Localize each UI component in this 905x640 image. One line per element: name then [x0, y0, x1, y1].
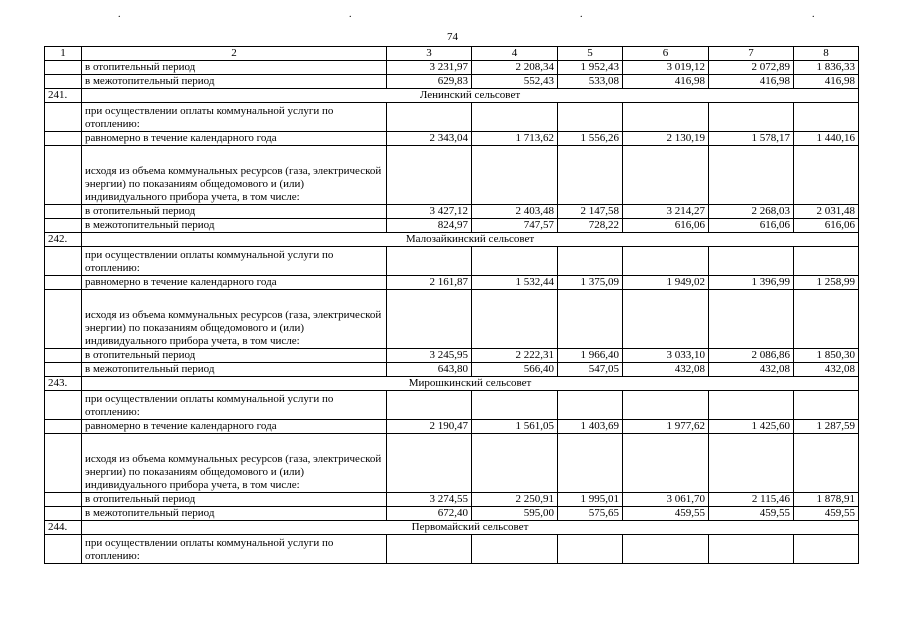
value-cell: 547,05	[558, 363, 623, 377]
value-cell	[387, 146, 472, 205]
table-row	[45, 61, 859, 75]
section-header-row	[45, 233, 859, 247]
value-cell: 459,55	[709, 507, 794, 521]
scan-specks	[0, 10, 905, 20]
value-cell: 2 072,89	[709, 61, 794, 75]
value-cell: 1 966,40	[558, 349, 623, 363]
value-cell: 1 396,99	[709, 276, 794, 290]
value-cell: 2 031,48	[794, 205, 859, 219]
value-cell	[387, 290, 472, 349]
value-cell: 1 850,30	[794, 349, 859, 363]
value-cell: 1 561,05	[472, 420, 558, 434]
value-cell: 3 033,10	[623, 349, 709, 363]
value-cell: 1 425,60	[709, 420, 794, 434]
value-cell: 824,97	[387, 219, 472, 233]
value-cell: 2 343,04	[387, 132, 472, 146]
row-index-cell	[45, 219, 82, 233]
row-index-cell	[45, 247, 82, 276]
value-cell: 3 231,97	[387, 61, 472, 75]
row-index-cell	[45, 75, 82, 89]
value-cell: 595,00	[472, 507, 558, 521]
value-cell: 2 161,87	[387, 276, 472, 290]
row-description: исходя из объема коммунальных ресурсов (газа, электрической энергии) по показаниям общедомового и (или) индивидуального прибора учета, в том числе:	[82, 290, 387, 349]
row-description: исходя из объема коммунальных ресурсов (газа, электрической энергии) по показаниям общедомового и (или) индивидуального прибора учета, в том числе:	[82, 146, 387, 205]
value-cell: 432,08	[794, 363, 859, 377]
row-index-cell	[45, 493, 82, 507]
row-index-cell	[45, 535, 82, 564]
value-cell	[623, 535, 709, 564]
row-description: при осуществлении оплаты коммунальной услуги по отоплению:	[82, 103, 387, 132]
value-cell: 616,06	[794, 219, 859, 233]
row-description: в отопительный период	[82, 493, 387, 507]
value-cell: 552,43	[472, 75, 558, 89]
value-cell: 616,06	[709, 219, 794, 233]
value-cell: 1 878,91	[794, 493, 859, 507]
value-cell: 416,98	[623, 75, 709, 89]
value-cell: 1 949,02	[623, 276, 709, 290]
value-cell	[558, 535, 623, 564]
value-cell: 747,57	[472, 219, 558, 233]
speck: .	[118, 9, 121, 20]
column-number-header: 7	[709, 47, 794, 61]
value-cell: 3 019,12	[623, 61, 709, 75]
value-cell: 416,98	[709, 75, 794, 89]
value-cell: 3 061,70	[623, 493, 709, 507]
column-number-row	[45, 47, 859, 61]
value-cell: 672,40	[387, 507, 472, 521]
value-cell: 616,06	[623, 219, 709, 233]
value-cell: 3 427,12	[387, 205, 472, 219]
value-cell: 2 268,03	[709, 205, 794, 219]
table-body	[45, 47, 859, 564]
table-row	[45, 75, 859, 89]
table-row	[45, 434, 859, 493]
value-cell	[709, 391, 794, 420]
value-cell	[472, 290, 558, 349]
table-row	[45, 493, 859, 507]
row-index-cell	[45, 420, 82, 434]
section-title: Мирошкинский сельсовет	[82, 377, 859, 391]
table-row	[45, 290, 859, 349]
table-row	[45, 146, 859, 205]
value-cell	[709, 247, 794, 276]
column-number-header: 6	[623, 47, 709, 61]
value-cell	[623, 391, 709, 420]
value-cell: 1 977,62	[623, 420, 709, 434]
value-cell: 1 556,26	[558, 132, 623, 146]
value-cell: 1 403,69	[558, 420, 623, 434]
row-description: при осуществлении оплаты коммунальной услуги по отоплению:	[82, 535, 387, 564]
value-cell: 1 952,43	[558, 61, 623, 75]
section-title: Малозайкинский сельсовет	[82, 233, 859, 247]
row-description: в отопительный период	[82, 205, 387, 219]
value-cell	[472, 146, 558, 205]
value-cell: 459,55	[623, 507, 709, 521]
value-cell: 1 287,59	[794, 420, 859, 434]
value-cell	[794, 391, 859, 420]
row-description: равномерно в течение календарного года	[82, 132, 387, 146]
row-description: в межотопительный период	[82, 219, 387, 233]
row-index-cell	[45, 132, 82, 146]
tariff-table	[44, 46, 859, 564]
row-description: в отопительный период	[82, 349, 387, 363]
row-description: при осуществлении оплаты коммунальной услуги по отоплению:	[82, 391, 387, 420]
row-index-cell	[45, 61, 82, 75]
row-description: исходя из объема коммунальных ресурсов (газа, электрической энергии) по показаниям общедомового и (или) индивидуального прибора учета, в том числе:	[82, 434, 387, 493]
row-index-cell	[45, 103, 82, 132]
value-cell: 432,08	[709, 363, 794, 377]
value-cell: 2 115,46	[709, 493, 794, 507]
section-header-row	[45, 377, 859, 391]
page-number: 74	[447, 31, 458, 43]
row-index-cell	[45, 290, 82, 349]
table-row	[45, 535, 859, 564]
row-description: в отопительный период	[82, 61, 387, 75]
row-index-cell	[45, 507, 82, 521]
value-cell	[623, 290, 709, 349]
row-index-cell	[45, 363, 82, 377]
column-number-header: 1	[45, 47, 82, 61]
value-cell	[794, 247, 859, 276]
value-cell: 566,40	[472, 363, 558, 377]
value-cell	[709, 103, 794, 132]
value-cell: 2 403,48	[472, 205, 558, 219]
value-cell: 459,55	[794, 507, 859, 521]
row-description: в межотопительный период	[82, 75, 387, 89]
table-row	[45, 132, 859, 146]
section-number: 242.	[45, 233, 82, 247]
value-cell	[794, 103, 859, 132]
value-cell	[387, 535, 472, 564]
value-cell	[387, 391, 472, 420]
value-cell: 1 836,33	[794, 61, 859, 75]
value-cell: 1 440,16	[794, 132, 859, 146]
section-number: 244.	[45, 521, 82, 535]
section-title: Ленинский сельсовет	[82, 89, 859, 103]
table-row	[45, 247, 859, 276]
table-row	[45, 349, 859, 363]
value-cell: 3 274,55	[387, 493, 472, 507]
section-number: 241.	[45, 89, 82, 103]
table-row	[45, 103, 859, 132]
value-cell: 2 222,31	[472, 349, 558, 363]
value-cell	[709, 434, 794, 493]
row-index-cell	[45, 205, 82, 219]
section-header-row	[45, 521, 859, 535]
value-cell: 2 190,47	[387, 420, 472, 434]
value-cell	[558, 434, 623, 493]
row-index-cell	[45, 146, 82, 205]
table-row	[45, 205, 859, 219]
value-cell	[709, 146, 794, 205]
value-cell	[558, 146, 623, 205]
column-number-header: 3	[387, 47, 472, 61]
value-cell	[558, 103, 623, 132]
value-cell	[623, 434, 709, 493]
value-cell: 2 208,34	[472, 61, 558, 75]
table-row	[45, 420, 859, 434]
table-row	[45, 507, 859, 521]
value-cell: 1 995,01	[558, 493, 623, 507]
value-cell: 3 214,27	[623, 205, 709, 219]
row-index-cell	[45, 276, 82, 290]
value-cell	[794, 535, 859, 564]
row-description: при осуществлении оплаты коммунальной услуги по отоплению:	[82, 247, 387, 276]
value-cell: 432,08	[623, 363, 709, 377]
column-number-header: 5	[558, 47, 623, 61]
row-description: равномерно в течение календарного года	[82, 420, 387, 434]
value-cell	[472, 535, 558, 564]
value-cell: 2 086,86	[709, 349, 794, 363]
value-cell	[558, 247, 623, 276]
table-row	[45, 219, 859, 233]
value-cell: 2 130,19	[623, 132, 709, 146]
value-cell: 416,98	[794, 75, 859, 89]
value-cell	[558, 290, 623, 349]
row-index-cell	[45, 391, 82, 420]
speck: .	[580, 9, 583, 20]
speck: .	[812, 9, 815, 20]
value-cell	[472, 247, 558, 276]
value-cell	[387, 434, 472, 493]
value-cell	[709, 290, 794, 349]
value-cell	[387, 103, 472, 132]
value-cell	[794, 434, 859, 493]
column-number-header: 4	[472, 47, 558, 61]
row-index-cell	[45, 349, 82, 363]
value-cell	[558, 391, 623, 420]
column-number-header: 8	[794, 47, 859, 61]
value-cell	[794, 146, 859, 205]
value-cell	[472, 391, 558, 420]
value-cell	[623, 146, 709, 205]
value-cell: 643,80	[387, 363, 472, 377]
section-header-row	[45, 89, 859, 103]
row-index-cell	[45, 434, 82, 493]
table-row	[45, 391, 859, 420]
value-cell	[794, 290, 859, 349]
speck: .	[349, 9, 352, 20]
value-cell	[623, 103, 709, 132]
value-cell: 1 578,17	[709, 132, 794, 146]
section-number: 243.	[45, 377, 82, 391]
value-cell: 3 245,95	[387, 349, 472, 363]
value-cell	[709, 535, 794, 564]
value-cell: 2 147,58	[558, 205, 623, 219]
value-cell: 629,83	[387, 75, 472, 89]
value-cell: 533,08	[558, 75, 623, 89]
column-number-header: 2	[82, 47, 387, 61]
value-cell: 1 258,99	[794, 276, 859, 290]
table-row	[45, 363, 859, 377]
row-description: в межотопительный период	[82, 363, 387, 377]
value-cell	[472, 103, 558, 132]
value-cell	[387, 247, 472, 276]
value-cell	[623, 247, 709, 276]
row-description: в межотопительный период	[82, 507, 387, 521]
value-cell: 728,22	[558, 219, 623, 233]
section-title: Первомайский сельсовет	[82, 521, 859, 535]
value-cell: 1 375,09	[558, 276, 623, 290]
value-cell	[472, 434, 558, 493]
table-row	[45, 276, 859, 290]
value-cell: 1 713,62	[472, 132, 558, 146]
value-cell: 1 532,44	[472, 276, 558, 290]
value-cell: 575,65	[558, 507, 623, 521]
value-cell: 2 250,91	[472, 493, 558, 507]
row-description: равномерно в течение календарного года	[82, 276, 387, 290]
